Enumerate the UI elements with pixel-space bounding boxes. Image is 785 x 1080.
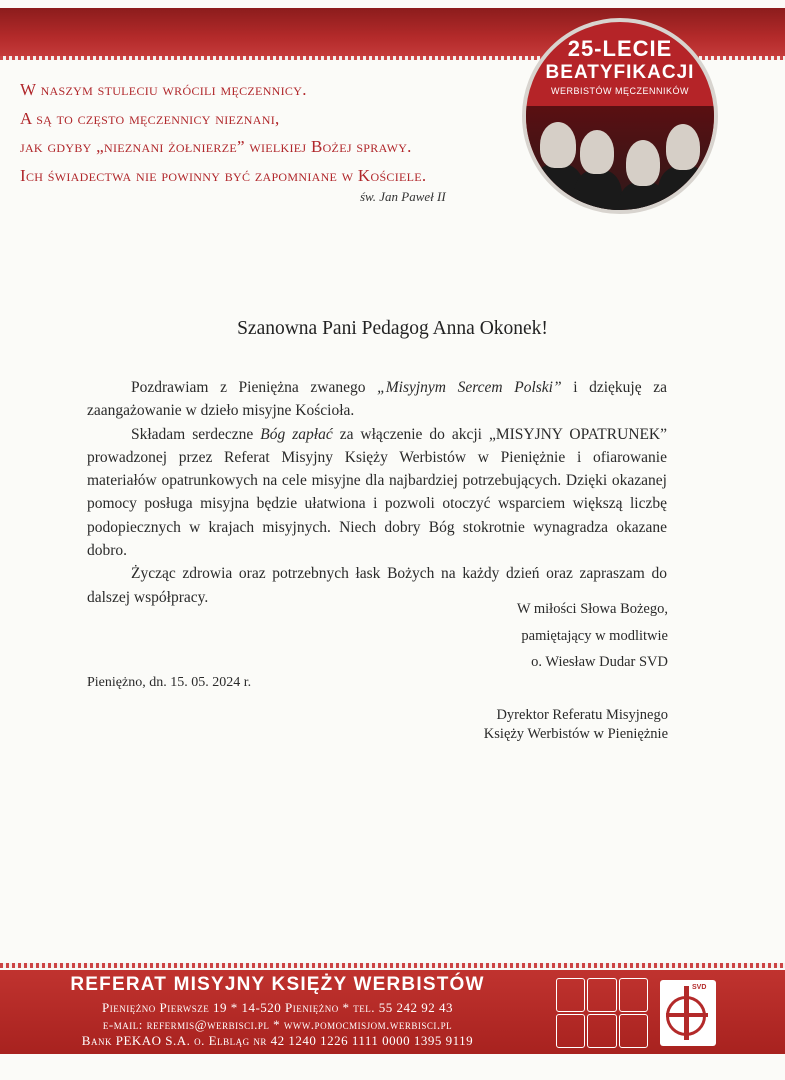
portrait-face (580, 130, 614, 174)
portrait-robe (658, 166, 710, 214)
quote-line: A są to często męczennicy nieznani, (20, 108, 280, 128)
portrait-face (666, 124, 700, 170)
letter-paragraph (87, 376, 667, 423)
portrait-face (626, 140, 660, 186)
martyrs-portraits-image (526, 106, 714, 214)
footer-stripe (0, 963, 785, 968)
badge-subtitle-small: WERBISTÓW MĘCZENNIKÓW (551, 86, 689, 96)
closing-line: W miłości Słowa Bożego, (516, 601, 668, 617)
quote-line: W naszym stuleciu wrócili męczennicy. (20, 80, 307, 99)
portrait-robe (574, 170, 622, 214)
text-run-italic: „Misyjnym Sercem Polski” (377, 379, 562, 396)
cross-icon (666, 1013, 708, 1017)
map-icon (619, 1014, 648, 1048)
footer-contact: e-mail: refermis@werbisci.pl * www.pomocmisjom.werbisci.pl (102, 1017, 453, 1032)
letter-closing (400, 596, 668, 676)
house-icon (587, 1014, 616, 1048)
footer-address: Pieniężno Pierwsze 19 * 14-520 Pieniężno * tel. 55 242 92 43 (102, 1000, 453, 1015)
quote-author: św. Jan Paweł II (360, 189, 446, 204)
text-run: i dziękuję za zaangażowanie w dzieło misyjne Kościoła. (87, 379, 667, 420)
director-title (400, 706, 668, 743)
text-run-italic: Bóg zapłać (260, 425, 333, 443)
letter-paragraph: Życząc zdrowia oraz potrzebnych łask Bożych na każdy dzień oraz zapraszam do dalszej współpracy. (87, 565, 667, 606)
church-icon (619, 978, 648, 1012)
portrait-face (540, 122, 576, 168)
text-run: Składam serdeczne (131, 425, 261, 443)
footer-title: REFERAT MISYJNY KSIĘŻY WERBISTÓW (70, 974, 485, 995)
header-quote (20, 76, 530, 204)
svd-logo (660, 980, 716, 1046)
text-run: za włączenie do akcji „MISYJNY OPATRUNEK” prowadzonej przez Referat Misyjny Księży Werbistów w Pieniężnie i ofiarowanie materiałów opatrunkowych na cele misyjne dla najbardziej potrzebujących. Dzięki okazanej pomocy posługa misyjna będzie ułatwiona i pozwoli otoczyć wsparciem większą liczbę podopiecznych w krajach misyjnych. Niech dobry Bóg stokrotnie wynagradza okazane dobro. (87, 425, 668, 560)
closing-line: pamiętający w modlitwie (521, 627, 668, 644)
letter-date: Pieniężno, dn. 15. 05. 2024 r. (87, 675, 252, 690)
badge-subtitle: BEATYFIKACJI (545, 62, 695, 83)
signature-name: o. Wiesław Dudar SVD (531, 654, 668, 670)
letter-paragraph (87, 423, 667, 563)
people-icon (587, 978, 616, 1012)
globe-icon (556, 978, 585, 1012)
text-run: Pozdrawiam z Pieniężna zwanego (131, 379, 378, 396)
footer (0, 970, 785, 1054)
logo-text: SVD (692, 984, 707, 991)
mission-mosaic-icon (556, 978, 648, 1048)
letter-body (87, 376, 667, 609)
director-line: Dyrektor Referatu Misyjnego (496, 707, 668, 723)
quote-line: jak gdyby „nieznani żołnierze” wielkiej Bożej sprawy. (20, 137, 412, 156)
badge-title: 25-LECIE (567, 36, 673, 61)
letter-salutation: Szanowna Pani Pedagog Anna Okonek! (237, 318, 548, 339)
footer-bank: Bank PEKAO S.A. o. Elbląg nr 42 1240 1226 1111 0000 1395 9119 (81, 1033, 474, 1048)
quote-line: Ich świadectwa nie powinny być zapomniane w Kościele. (20, 165, 427, 185)
anniversary-badge (522, 18, 718, 214)
director-line: Księży Werbistów w Pieniężnie (483, 725, 668, 742)
bible-icon (556, 1014, 585, 1048)
